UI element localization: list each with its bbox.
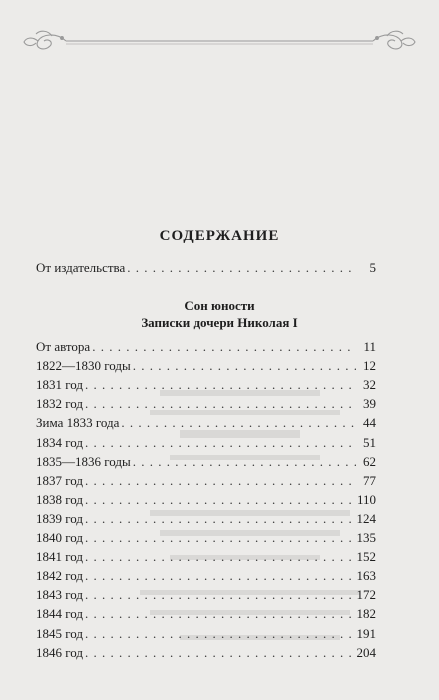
toc-entry-label: 1844 год: [36, 606, 83, 622]
dot-leader: [85, 586, 355, 604]
toc-entry-page: 124: [356, 510, 376, 526]
toc-entry-label: 1837 год: [36, 472, 83, 488]
toc-entry: [36, 376, 376, 394]
dot-leader: [133, 357, 356, 375]
dot-leader: [121, 414, 356, 432]
toc-entry-page: 182: [356, 606, 376, 622]
dot-leader: [85, 395, 356, 413]
toc-entry-publisher: [36, 259, 376, 277]
contents-title: СОДЕРЖАНИЕ: [159, 228, 280, 244]
toc-entry-page: 110: [356, 491, 376, 507]
toc-entry-label: 1839 год: [36, 510, 83, 526]
floral-flourish-icon: [22, 28, 417, 54]
toc-entry: [36, 644, 376, 662]
dot-leader: [85, 567, 355, 585]
toc-entry-page: 32: [363, 377, 376, 393]
toc-entry: [36, 453, 376, 471]
toc-entry-label: 1846 год: [36, 644, 83, 660]
toc-entry-label: 1835—1836 годы: [36, 453, 131, 469]
toc-entry-label: 1832 год: [36, 396, 83, 412]
dot-leader: [85, 548, 355, 566]
dot-leader: [85, 434, 356, 452]
toc-entry-page: 5: [369, 260, 376, 275]
toc-entry-page: 204: [356, 644, 376, 660]
toc-entry: [36, 510, 376, 528]
toc-entry-label: 1838 год: [36, 491, 83, 507]
toc-entry-page: 77: [363, 472, 376, 488]
dot-leader: [85, 376, 356, 394]
section-heading-line2: Записки дочери Николая I: [141, 315, 298, 330]
toc-entry-page: 11: [363, 339, 376, 354]
toc-entry: [36, 338, 376, 356]
toc-entry-label: От автора: [36, 339, 91, 354]
toc-entry: [36, 357, 376, 375]
toc-entry-page: 39: [363, 396, 376, 412]
toc-entry-label: От издательства: [36, 260, 126, 275]
toc-entry-page: 152: [356, 549, 376, 565]
toc-entry-page: 51: [363, 434, 376, 450]
toc-entry: [36, 529, 376, 547]
toc-entry: [36, 491, 376, 509]
toc-entry-label: 1843 год: [36, 587, 83, 603]
toc-entry: [36, 586, 376, 604]
toc-entry-page: 163: [356, 568, 376, 584]
toc-entry-label: 1845 год: [36, 625, 83, 641]
toc-entry-label: 1842 год: [36, 568, 83, 584]
toc-entry-page: 44: [363, 415, 376, 431]
toc-entry-label: 1834 год: [36, 434, 83, 450]
dot-leader: [133, 453, 356, 471]
toc-entry: [36, 472, 376, 490]
toc-entry-label: 1831 год: [36, 377, 83, 393]
toc-entry-label: 1840 год: [36, 530, 83, 545]
toc-entry: [36, 625, 376, 643]
toc-entry-label: 1841 год: [36, 549, 83, 565]
toc-entry-label: Зима 1833 года: [36, 415, 120, 431]
toc-entry-page: 172: [356, 587, 376, 603]
dot-leader: [85, 644, 355, 662]
dot-leader: [85, 625, 355, 643]
section-heading-line1: Сон юности: [184, 298, 255, 313]
toc-entry-page: 135: [356, 530, 376, 545]
toc-entry: [36, 434, 376, 452]
toc-entry-page: 12: [363, 358, 376, 374]
toc-entry: [36, 605, 376, 623]
toc-entry-label: 1822—1830 годы: [36, 358, 131, 374]
toc-entry-page: 191: [356, 625, 376, 641]
dot-leader: [92, 338, 356, 356]
toc-entry: [36, 548, 376, 566]
toc-entry: [36, 567, 376, 585]
toc-entry-page: 62: [363, 453, 376, 469]
toc-entry: [36, 414, 376, 432]
dot-leader: [85, 605, 355, 623]
dot-leader: [85, 510, 355, 528]
dot-leader: [85, 529, 355, 547]
dot-leader: [85, 491, 355, 509]
toc-entry: [36, 395, 376, 413]
dot-leader: [127, 259, 356, 277]
dot-leader: [85, 472, 356, 490]
